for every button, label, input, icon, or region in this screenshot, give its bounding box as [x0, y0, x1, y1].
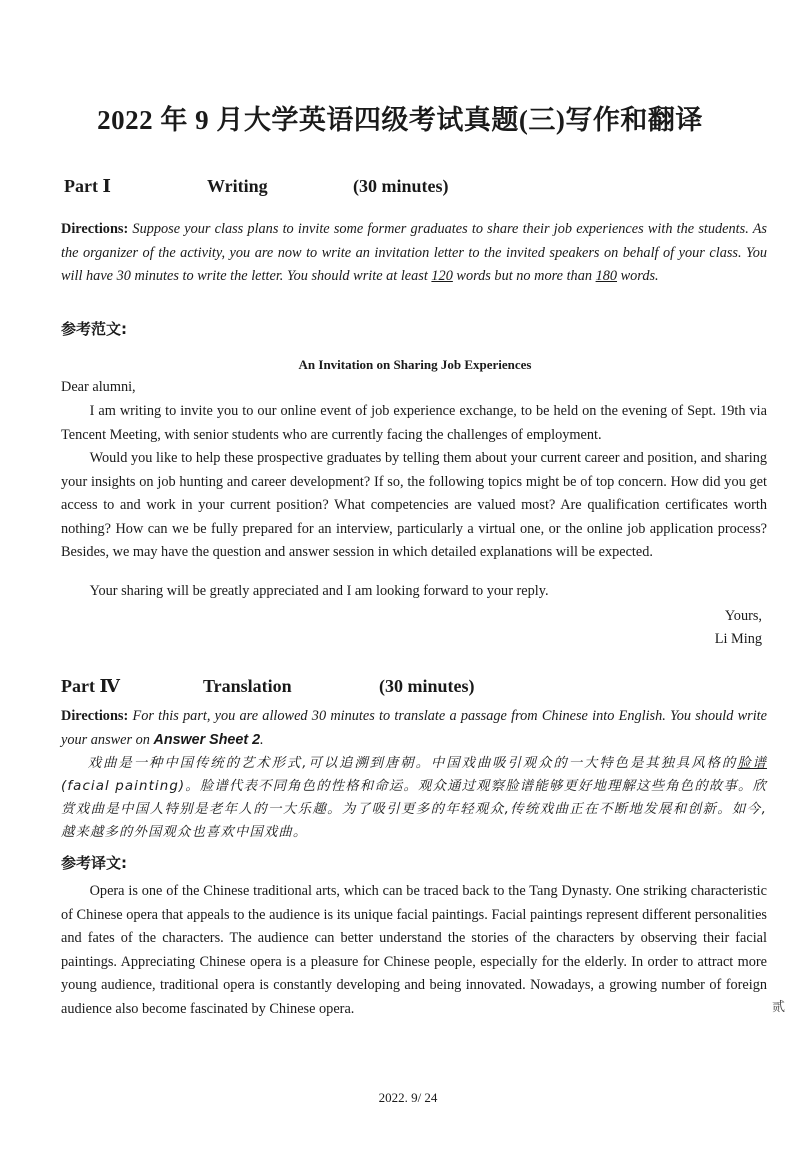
- part-1-time: (30 minutes): [353, 176, 449, 196]
- reference-heading: 参考译文:: [61, 854, 127, 872]
- part-1-name: Writing: [207, 176, 268, 196]
- essay-paragraph-3: Your sharing will be greatly appreciated and I am looking forward to your reply.: [89, 583, 549, 599]
- essay-paragraph-1: I am writing to invite you to our online event of job experience exchange, to be held on the evening of Sept. 19th via Tencent Meeting, with senior students who are currently facing the challenges of employment.: [61, 403, 767, 443]
- essay-closing: Yours,: [724, 608, 762, 624]
- margin-mark: 贰: [772, 1000, 786, 1015]
- part-4-header: [61, 676, 761, 702]
- writing-directions: Directions: Suppose your class plans to invite some former graduates to share their job experiences with the students. As the organizer of the activity, you are now to write an invitation letter to the invited speakers on behalf of your class. You will have 30 minutes to write the letter. You should write at least 120 words but no more than 180 words.: [61, 221, 767, 284]
- part-4-time: (30 minutes): [379, 676, 475, 696]
- part-4-label: Part Ⅳ: [61, 676, 120, 696]
- essay-paragraph-2: Would you like to help these prospective graduates by telling them about your current career and position, and sharing your insights on job hunting and career development? If so, the following topics might be of top concern. How did you get access to and work in your current position? What competencies are valued most? Are qualification certificates worth nothing? How can we be fully prepared for an interview, particularly a virtual one, or the online job application process? Besides, we may have the question and answer session in which detailed explanations will be expected.: [61, 450, 767, 560]
- directions-label: Directions:: [61, 221, 129, 237]
- answer-sheet-label: Answer Sheet 2: [153, 731, 261, 748]
- essay-signature: Li Ming: [714, 631, 762, 647]
- reference-translation: Opera is one of the Chinese traditional arts, which can be traced back to the Tang Dynasty. One striking characteristic of Chinese opera that appeals to the audience is its unique facial paintings. Facial paintings represent different personalities and fates of the characters. The audience can better understand the stories of the characters by observing their facial paintings. Appreciating Chinese opera is a pleasure for Chinese people, especially for the elderly. In order to attract more young audience, traditional opera is constantly developing and being innovated. Nowadays, a growing number of foreign audience also become fascinated by Chinese opera.: [61, 883, 767, 1017]
- part-4-name: Translation: [203, 676, 292, 696]
- translation-directions: Directions: For this part, you are allowed 30 minutes to translate a passage from Chinese into English. You should write your answer on Answer Sheet 2.: [61, 708, 767, 748]
- essay-salutation: Dear alumni,: [61, 379, 136, 395]
- page-title: 2022 年 9 月大学英语四级考试真题(三)写作和翻译: [97, 105, 703, 135]
- essay-title: An Invitation on Sharing Job Experiences: [298, 357, 532, 372]
- part-1-label: Part Ⅰ: [64, 176, 111, 196]
- max-words: 180: [595, 268, 618, 284]
- sample-heading: 参考范文:: [61, 320, 127, 338]
- chinese-term: 脸谱: [737, 756, 767, 771]
- part-1-header: [64, 176, 764, 202]
- min-words: 120: [431, 268, 453, 284]
- page-footer: 2022. 9/ 24: [378, 1090, 438, 1105]
- chinese-passage: 戏曲是一种中国传统的艺术形式,可以追溯到唐朝。中国戏曲吸引观众的一大特色是其独具风格的脸谱(facial painting)。脸谱代表不同角色的性格和命运。观众通过观察脸谱能够更好地理解这些角色的故事。欣赏戏曲是中国人特别是老年人的一大乐趣。为了吸引更多的年轻观众,传统戏曲正在不断地发展和创新。如今,越来越多的外国观众也喜欢中国戏曲。: [61, 756, 767, 840]
